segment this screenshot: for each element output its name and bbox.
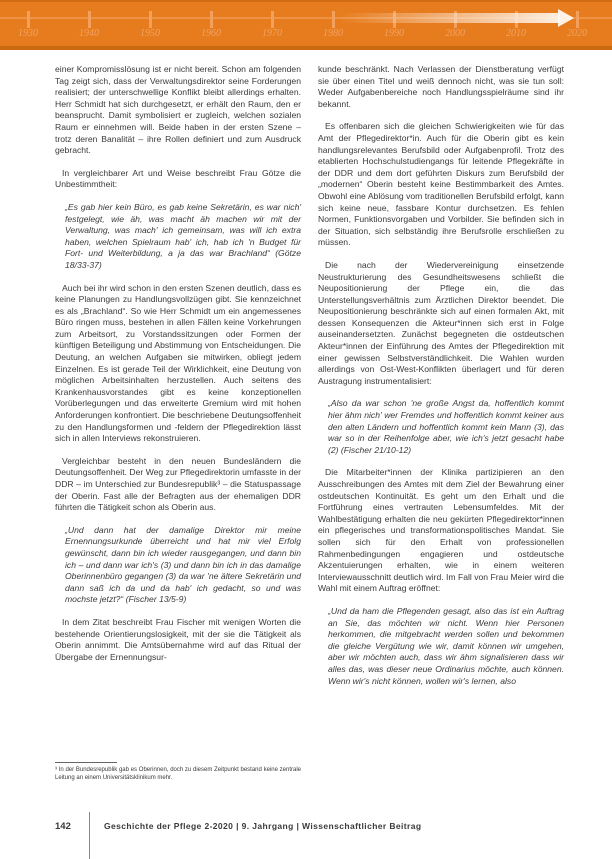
footer-divider [89, 812, 90, 859]
timeline-tick-icon [271, 11, 274, 28]
journal-info: Geschichte der Pflege 2-2020 | 9. Jahrgang | Wissenschaftlicher Beitrag [104, 821, 422, 831]
body-paragraph: In vergleichbarer Art und Weise beschreibt Frau Götze die Unbestimmtheit: [55, 167, 301, 190]
body-paragraph: kunde beschränkt. Nach Verlassen der Dienstberatung verfügt sie über einen Titel und weiß dennoch nicht, was sie tun soll: Weder Aufgabenbereiche noch Handlungsspielräume sind ihr bekannt. [318, 64, 564, 109]
timeline-year-label: 1970 [262, 28, 282, 39]
timeline-year-label: 1950 [140, 28, 160, 39]
timeline-tick-icon [149, 11, 152, 28]
timeline-year-label: 2020 [567, 28, 587, 39]
timeline-year-label: 1990 [384, 28, 404, 39]
body-paragraph: einer Kompromisslösung ist er nicht bereit. Schon am folgenden Tag zeigt sich, dass der Verwaltungsdirektor seine Forderungen realisiert; der unterschwellige Konflikt bleibt allerdings erhalten. Herr Schmidt hat sich durchgesetzt, er erhält den Raum, den er beansprucht. Damit symbolisiert er zugleich, welchen sozialen Raum er einnehmen will. Beide haben in der ersten Szene – trotz deren Banalität – ihre Rollen definiert und zum Ausdruck gebracht. [55, 64, 301, 156]
timeline-year-label: 1980 [323, 28, 343, 39]
body-paragraph: Vergleichbar besteht in den neuen Bundesländern die Deutungsoffenheit. Der Weg zur Pflegedirektorin umfasste in der DDR – im Unterschied zur Bundesrepublik³ – die Statuspassage der Oberin. Fast alle der Befragten aus der ehemaligen DDR führten die Tätigkeit schon als Oberin aus. [55, 455, 301, 513]
right-column [318, 64, 564, 687]
body-paragraph: Die Mitarbeiter*innen der Klinika partizipieren an den Ausschreibungen des Amtes mit dem Ziel der Bewahrung einer ostdeutschen Kontinuität. Es geht um den Erhalt und die Fortführung eines vertrauten Lebensumfeldes. Mit der Wahlbestätigung erhalten die neu gekürten Pflegedirektor*innen ein pflegerisches und transformationspolitisches Mandat. Sie sollen sich für den Erhalt von professionellen Rahmenbedingungen engagieren und ostdeutsche Akzentuierungen erhalten, wie in einem weiteren Interviewausschnitt deutlich wird. Im Fall von Frau Meier wird die Wahl mit einem Auftrag eröffnet: [318, 467, 564, 594]
footnote-text: ³ In der Bundesrepublik gab es Oberinnen, doch zu diesem Zeitpunkt bestand keine zentrale Leitung an einem Universitätsklinikum mehr. [55, 767, 301, 781]
body-paragraph: In dem Zitat beschreibt Frau Fischer mit wenigen Worten die bestehende Orientierungslosigkeit, mit der sie die Tätigkeit als Oberin annimmt. Die Amtsübernahme wird auf das Ritual der Übergabe der Ernennungsur- [55, 616, 301, 662]
timeline-year-label: 1930 [18, 28, 38, 39]
left-column [55, 64, 301, 663]
timeline-year-label: 2010 [506, 28, 526, 39]
timeline-arrow [340, 13, 560, 23]
body-paragraph: Die nach der Wiedervereinigung einsetzende Neustrukturierung des Gesundheitswesens schließt die Neupositionierung der Pflege ein, die das Unterstellungsverhältnis zum Ärztlichen Direktor beendet. Die Neupositionierung beschränkte sich auf einen formalen Akt, mit dessen Konsequenzen die Akteur*innen sich erst in Folge auseinandersetzten. Zunächst begegneten die ostdeutschen Akteur*innen der Einführung des Amtes der Pflegedirektion mit einer gewissen Selbstverständlichkeit. Die Wahlen wurden allerdings von Ost-West-Konflikten überlagert und für deren Austragung instrumentalisiert: [318, 259, 564, 386]
interview-quote: „Es gab hier kein Büro, es gab keine Sekretärin, es war nich' festgelegt, wie äh, was macht äh machen wir mit der Verwaltung, was mach' ich gemeinsam, was will ich extra haben, welchen Spielraum hab' ich, hab ich 'n Budget für Fort- und Weiterbildung, a ja das war Brachland“ (Götze 18/33-37) [65, 201, 301, 270]
page-number: 142 [55, 821, 71, 832]
timeline-arrowhead-icon [558, 9, 574, 27]
interview-quote: „Also da war schon 'ne große Angst da, hoffentlich kommt hier ähm nich' wer Fremdes und hoffentlich kommt keiner aus den alten Ländern und hoffentlich kommt kein Mann (3), das war so in der Reihenfolge aber, wie ich's jetzt gesacht habe (2) (Fischer 21/10-12) [328, 398, 564, 455]
body-paragraph: Es offenbaren sich die gleichen Schwierigkeiten wie für das Amt der Pflegedirektor*in. Auch für die Oberin gibt es kein handlungsrelevantes Berufsbild oder Aufgabenprofil. Trotz des etablierten Hochschulstudiengangs für leitende Pflegekräfte in der DDR und dem dort geführten Diskurs zum Berufsbild der „modernen“ Oberin besteht keine Bestimmbarkeit des Amtes. Obwohl eine Ablösung vom traditionellen Berufsbild erfolgt, kann sich keine neue, fassbare Kontur durchsetzen. Es fehlen Normen, Funktionsvorgaben und Vorbilder. Sie befinden sich in der Situation, sich selbständig ihre Berufsrolle erschließen zu müssen. [318, 121, 564, 248]
body-paragraph: Auch bei ihr wird schon in den ersten Szenen deutlich, dass es keine Planungen zu Handlungsvollzügen gibt. Sie kennzeichnet es als „Brachland“. So wie Herr Schmidt um ein angemessenes Büro ringen muss, bestehen in allen Fällen keine Vorkehrungen zum Arbeitsort, zu Vorstandssitzungen oder Formen der künftigen Beteiligung und Abstimmung von Entscheidungen. Die Deutung, an welchen Aufgaben sie mitwirken, obliegt jedem Einzelnen. Es ist gerade Teil der Wirklichkeit, eine Deutung von möglichen Arbeitsinhalten herzustellen. Auch seitens des Krankenhausvorstandes gibt es keine konzeptionellen Vorüberlegungen und das erweiterte Gremium wird mit hohen Anforderungen konfrontiert. Die beschriebene Deutungsoffenheit zu den Handlungsformen und -feldern der Pflegedirektion lässt sich in allen Interviews rekonstruieren. [55, 282, 301, 444]
footnote [55, 762, 301, 782]
timeline-tick-icon [210, 11, 213, 28]
timeline-tick-icon [332, 11, 335, 28]
timeline-tick-icon [27, 11, 30, 28]
timeline-banner [0, 0, 612, 50]
footnote-rule [55, 762, 117, 763]
timeline-year-label: 1960 [201, 28, 221, 39]
timeline-year-label: 2000 [445, 28, 465, 39]
interview-quote: „Und da ham die Pflegenden gesagt, also das ist ein Auftrag an Sie, das möchten wir nicht. Wenn hier Personen herkommen, die mitgebracht werden sollen und bekommen die gleiche Vergütung wie wir, damit können wir umgehen, aber wir möchten auch, dass wir ähm signalisieren dass wir alles das, was dieser neue Ordinarius möchte, auch können. Wenn wir's nicht können, wollen wir's lernen, also [328, 605, 564, 686]
timeline-tick-icon [576, 11, 579, 28]
timeline-year-label: 1940 [79, 28, 99, 39]
interview-quote: „Und dann hat der damalige Direktor mir meine Ernennungsurkunde überreicht und hat mir viel Erfolg gewünscht, dann bin ich wieder rausgegangen, und dann bin ich – und dann war ich's (3) und dann bin ich in das damalige Oberinnenbüro gegangen (3) da war 'ne ältere Sekretärin und dann saß ich da und da hab' ich gedacht, so und was mochste jetzt?“ (Fischer 13/5-9) [65, 524, 301, 605]
timeline-tick-icon [88, 11, 91, 28]
